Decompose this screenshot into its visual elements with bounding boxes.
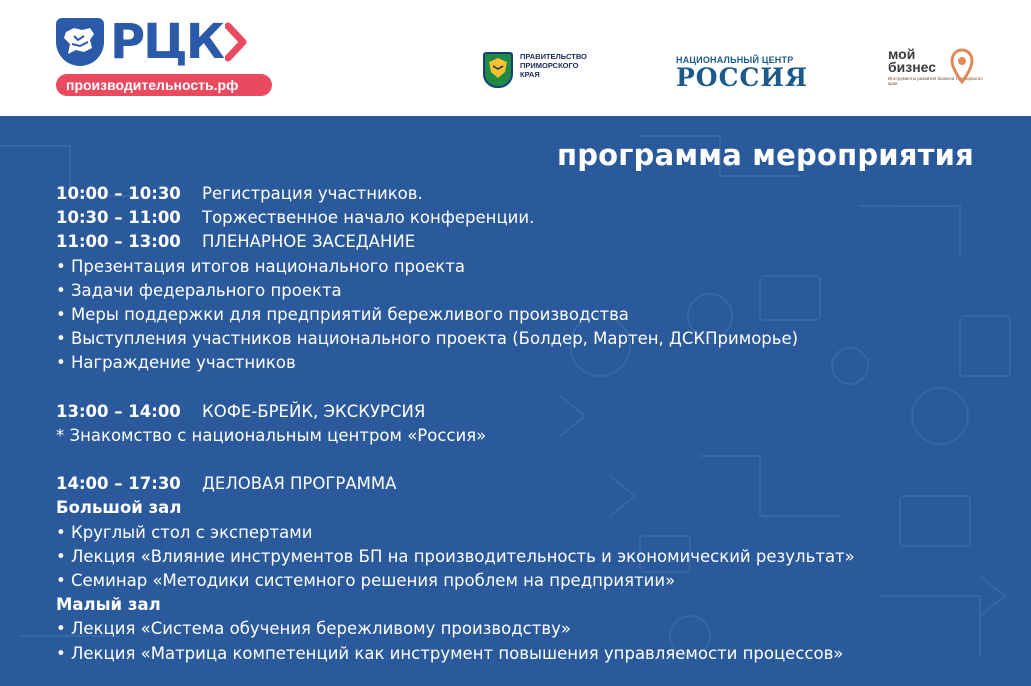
program-schedule bbox=[56, 182, 1016, 666]
rck-url-badge[interactable]: производительность.рф bbox=[56, 74, 272, 96]
primorye-government-logo bbox=[483, 52, 613, 92]
list-item: • Лекция «Влияние инструментов БП на производительность и экономический результат» bbox=[56, 546, 855, 566]
gov-line-2: ПРИМОРСКОГО bbox=[520, 61, 579, 70]
schedule-time: 10:00 – 10:30 bbox=[56, 184, 181, 203]
program-title: программа мероприятия bbox=[556, 138, 974, 172]
list-item: • Лекция «Система обучения бережливому производству» bbox=[56, 619, 571, 639]
schedule-time: 14:00 – 17:30 bbox=[56, 474, 181, 494]
tiger-emblem-icon bbox=[56, 18, 104, 66]
chevron-right-icon bbox=[225, 22, 247, 62]
schedule-time: 13:00 – 14:00 bbox=[56, 401, 181, 421]
my-business-line-1: мой bbox=[888, 46, 916, 62]
my-business-line-2: бизнес bbox=[888, 59, 937, 75]
list-item: • Меры поддержки для предприятий бережливого производства bbox=[56, 304, 629, 324]
schedule-item bbox=[56, 472, 1016, 496]
list-item: • Лекция «Матрица компетенций как инструмент повышения управляемости процессов» bbox=[56, 643, 844, 663]
list-item: • Задачи федерального проекта bbox=[56, 280, 342, 300]
list-item: • Семинар «Методики системного решения проблем на предприятии» bbox=[56, 571, 676, 590]
schedule-text: Регистрация участников. bbox=[202, 184, 423, 203]
my-business-sub: Инструменты развития бизнеса Приморского края bbox=[888, 76, 983, 86]
my-business-logo bbox=[888, 48, 983, 94]
schedule-item bbox=[56, 182, 1016, 206]
list-item: • Выступления участников национального проекта (Болдер, Мартен, ДСКПриморье) bbox=[56, 329, 799, 349]
national-center-russia-logo bbox=[676, 55, 816, 95]
header bbox=[0, 0, 1031, 116]
list-item: • Круглый стол с экспертами bbox=[56, 522, 313, 542]
small-hall-title: Малый зал bbox=[56, 595, 161, 615]
gov-line-3: КРАЯ bbox=[520, 70, 540, 79]
schedule-time: 10:30 – 11:00 bbox=[56, 208, 181, 228]
tiger-shield-icon bbox=[483, 52, 513, 88]
rck-logo bbox=[56, 16, 276, 100]
schedule-text: ПЛЕНАРНОЕ ЗАСЕДАНИЕ bbox=[202, 232, 416, 252]
schedule-item bbox=[56, 400, 1016, 424]
big-hall-title: Большой зал bbox=[56, 498, 182, 518]
rck-logo-text: РЦК bbox=[110, 14, 223, 70]
schedule-item bbox=[56, 230, 1016, 254]
schedule-item bbox=[56, 206, 1016, 230]
location-pin-icon bbox=[950, 48, 974, 84]
national-center-name: РОССИЯ bbox=[676, 63, 809, 92]
schedule-text: Торжественное начало конференции. bbox=[202, 208, 535, 228]
program-banner bbox=[0, 116, 1031, 686]
schedule-text: ДЕЛОВАЯ ПРОГРАММА bbox=[202, 474, 397, 494]
list-item: • Презентация итогов национального проекта bbox=[56, 256, 465, 276]
schedule-time: 11:00 – 13:00 bbox=[56, 232, 181, 252]
schedule-text: КОФЕ-БРЕЙК, ЭКСКУРСИЯ bbox=[202, 401, 426, 421]
gov-line-1: ПРАВИТЕЛЬСТВО bbox=[520, 52, 587, 61]
list-item: • Награждение участников bbox=[56, 353, 296, 373]
break-note: * Знакомство с национальным центром «Россия» bbox=[56, 425, 487, 445]
national-center-label: НАЦИОНАЛЬНЫЙ ЦЕНТР bbox=[676, 55, 794, 65]
